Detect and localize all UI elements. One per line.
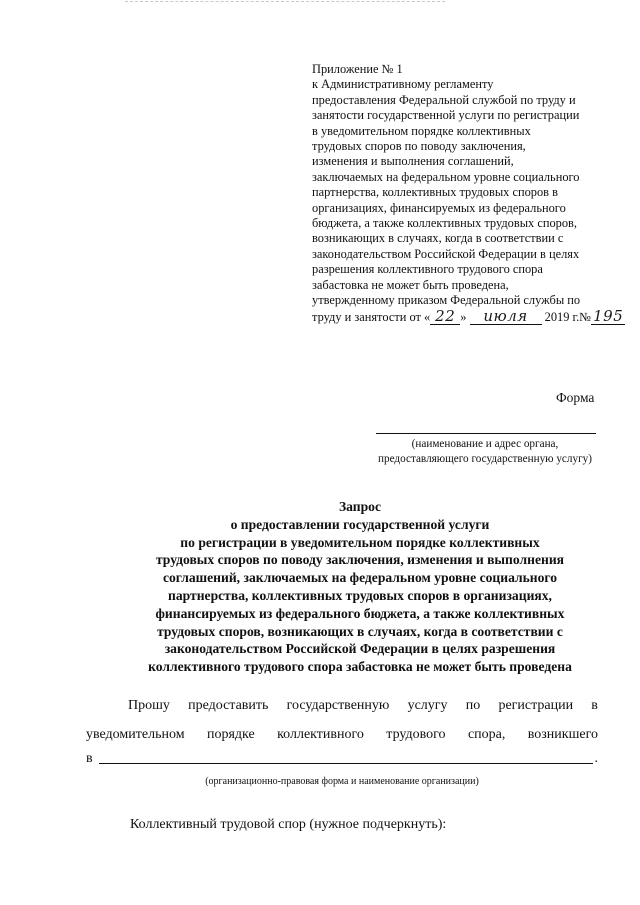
annex-line: занятости государственной услуги по регистрации	[312, 108, 580, 123]
annex-line: заключаемых на федеральном уровне социального	[312, 169, 580, 184]
title-line: о предоставлении государственной услуги	[230, 516, 490, 532]
title-line: законодательством Российской Федерации в целях разрешения	[164, 641, 556, 657]
request-word: в	[591, 698, 598, 713]
annex-line: организациях, финансируемых из федерального	[312, 200, 566, 215]
order-number-handwritten: 195	[593, 306, 624, 325]
request-word: порядке	[206, 727, 255, 742]
in-suffix: .	[594, 751, 598, 766]
in-prefix: в	[86, 751, 93, 766]
annex-order-line	[312, 306, 625, 325]
annex-line: законодательством Российской Федерации в целях	[312, 246, 580, 261]
request-word: государственную	[286, 698, 390, 713]
request-word: коллективного	[277, 727, 364, 742]
scan-top-edge	[125, 1, 445, 2]
request-word: предоставить	[188, 698, 269, 713]
annex-line: изменения и выполнения соглашений,	[312, 154, 514, 169]
title-line: трудовых споров по поводу заключения, изменения и выполнения	[155, 552, 565, 568]
request-word: трудового	[386, 727, 446, 742]
title-line: Запрос	[338, 499, 382, 514]
request-word: услугу	[407, 698, 448, 713]
organization-fill-row	[86, 750, 598, 767]
request-word: уведомительном	[86, 727, 185, 742]
annex-line: возникающих в случаях, когда в соответствии с	[312, 231, 564, 246]
order-month-handwritten: июля	[470, 309, 542, 325]
annex-line: забастовка не может быть проведена,	[312, 277, 509, 292]
request-word: возникшего	[527, 727, 598, 742]
annex-line: Приложение № 1	[312, 62, 403, 76]
annex-line: партнерства, коллективных трудовых споров в	[312, 185, 558, 200]
form-label: Форма	[556, 390, 595, 405]
annex-order-day-close: »	[460, 309, 467, 324]
org-name-blank-line	[376, 433, 596, 434]
title-line: коллективного трудового спора забастовка не может быть проведена	[148, 659, 572, 675]
organization-caption: (организационно-правовая форма и наименование организации)	[205, 776, 479, 787]
title-line: соглашений, заключаемых на федеральном уровне социального	[162, 570, 558, 586]
request-word: регистрации	[498, 698, 574, 713]
annex-block	[312, 62, 624, 325]
order-day-handwritten: 22	[430, 309, 460, 325]
annex-line: предоставления Федеральной службой по труду и	[312, 92, 576, 107]
request-line-2	[86, 727, 598, 743]
annex-line: разрешения коллективного трудового спора	[312, 262, 543, 277]
title-line: по регистрации в уведомительном порядке коллективных	[180, 534, 540, 550]
organization-blank-line[interactable]	[99, 750, 593, 764]
org-caption	[350, 437, 620, 467]
annex-line: к Административному регламенту	[312, 77, 494, 92]
annex-line: утвержденному приказом Федеральной службы по	[312, 293, 581, 308]
dispute-type-label: Коллективный трудовой спор (нужное подчеркнуть):	[130, 817, 447, 832]
annex-line: трудовых споров по поводу заключения,	[312, 139, 526, 154]
annex-order-year: 2019 г.№	[544, 309, 592, 324]
org-caption-line: предоставляющего государственную услугу)	[378, 453, 592, 465]
annex-line: в уведомительном порядке коллективных	[312, 123, 531, 138]
request-title	[70, 498, 640, 676]
annex-line: бюджета, а также коллективных трудовых споров,	[312, 216, 578, 231]
title-line: партнерства, коллективных трудовых споров в организациях,	[168, 587, 552, 603]
request-word: спора,	[467, 727, 506, 742]
org-caption-line: (наименование и адрес органа,	[411, 438, 559, 450]
request-paragraph	[86, 698, 598, 743]
request-line-1	[86, 698, 598, 714]
title-line: трудовых споров, возникающих в случаях, когда в соответствии с	[157, 623, 563, 639]
request-word: Прошу	[128, 698, 170, 713]
annex-order-prefix: труду и занятости от «	[312, 309, 431, 324]
title-line: финансируемых из федерального бюджета, а также коллективных	[155, 605, 565, 621]
request-word: по	[465, 698, 481, 713]
